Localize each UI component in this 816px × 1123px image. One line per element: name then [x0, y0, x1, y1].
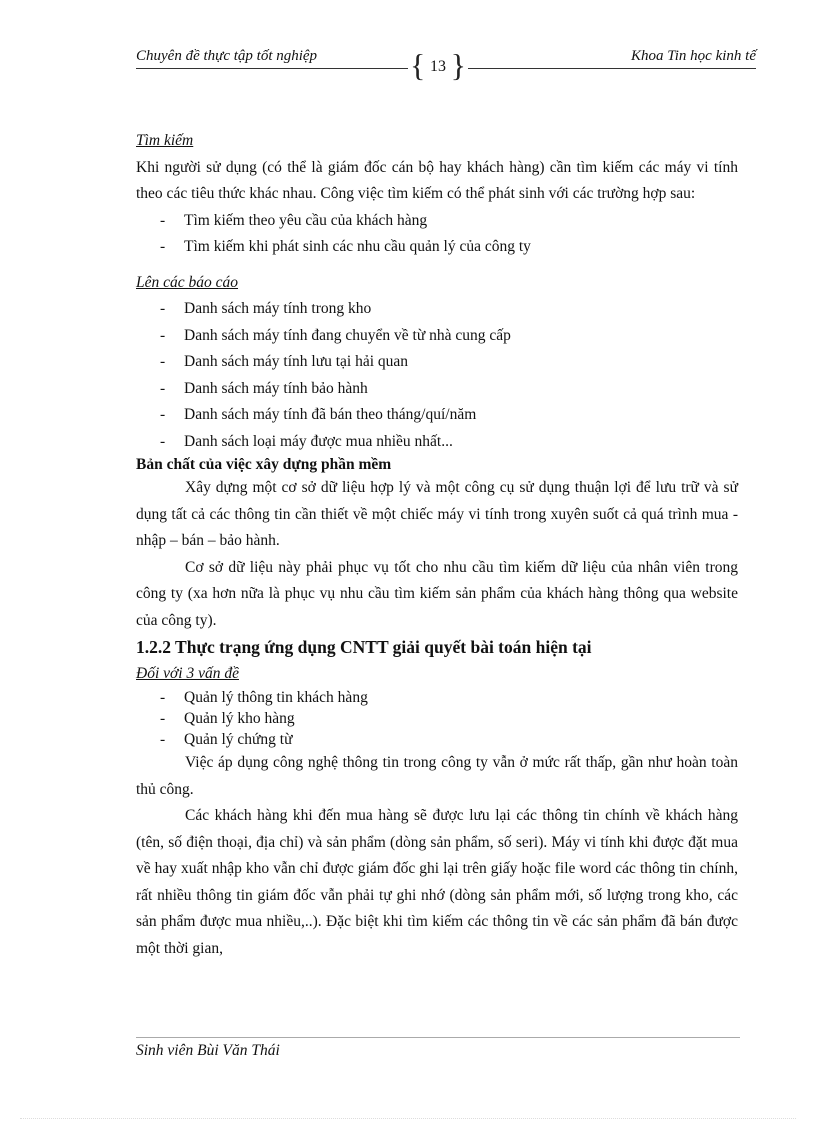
list-item: - Tìm kiếm theo yêu cầu của khách hàng — [136, 208, 738, 235]
footer-student-name: Sinh viên Bùi Văn Thái — [136, 1042, 280, 1059]
header-rule-right — [468, 68, 756, 69]
list-item: - Tìm kiếm khi phát sinh các nhu cầu quản lý của công ty — [136, 234, 738, 261]
list-item: - Danh sách máy tính lưu tại hải quan — [136, 349, 738, 376]
list-item: - Danh sách máy tính trong kho — [136, 296, 738, 323]
list-item: - Quản lý thông tin khách hàng — [136, 687, 738, 708]
list-item: - Danh sách máy tính đang chuyển về từ nhà cung cấp — [136, 323, 738, 350]
right-brace-icon: } — [450, 47, 466, 83]
header-left-title: Chuyên đề thực tập tốt nghiệp — [136, 48, 318, 64]
essence-paragraph-1: Xây dựng một cơ sở dữ liệu hợp lý và một công cụ sử dụng thuận lợi để lưu trữ và sử dụng tất cả các thông tin cần thiết về một chiếc máy vi tính trong xuyên suốt cả quá trình mua - nhập – bán – bảo hành. — [136, 479, 738, 549]
search-list — [136, 208, 738, 261]
section-paragraph-1: Việc áp dụng công nghệ thông tin trong công ty vẫn ở mức rất thấp, gần như hoàn toàn thủ công. — [136, 754, 738, 798]
page-bottom-divider — [20, 1118, 796, 1119]
reports-list — [136, 296, 738, 455]
list-item: - Quản lý chứng từ — [136, 729, 738, 750]
search-heading: Tìm kiếm — [136, 132, 194, 149]
reports-heading: Lên các báo cáo — [136, 273, 239, 291]
page-content — [136, 128, 738, 962]
header-rule-left — [136, 68, 408, 69]
page-number-box — [408, 47, 468, 83]
list-item: - Quản lý kho hàng — [136, 708, 738, 729]
essence-heading: Bản chất của việc xây dựng phần mềm — [136, 456, 392, 473]
header-right-title: Khoa Tin học kinh tế — [631, 48, 756, 64]
page-number: 13 — [430, 58, 446, 75]
list-item: - Danh sách máy tính bảo hành — [136, 376, 738, 403]
footer-rule — [136, 1037, 740, 1038]
search-paragraph: Khi người sử dụng (có thể là giám đốc cán bộ hay khách hàng) cần tìm kiếm các máy vi tính theo các tiêu thức khác nhau. Công việc tìm kiếm có thể phát sinh với các trường hợp sau: — [136, 158, 738, 202]
essence-paragraph-2: Cơ sở dữ liệu này phải phục vụ tốt cho nhu cầu tìm kiếm dữ liệu của nhân viên trong công ty (xa hơn nữa là phục vụ nhu cầu tìm kiếm sản phẩm của khách hàng thông qua website của công ty). — [136, 558, 738, 629]
section-paragraph-2: Các khách hàng khi đến mua hàng sẽ được lưu lại các thông tin chính về khách hàng (tên, số điện thoại, địa chỉ) và sản phẩm (dòng sản phẩm, số seri). Máy vi tính khi được đặt mua về hay xuất nhập kho vẫn chỉ được giám đốc ghi lại trên giấy hoặc file word các thông tin chính, rất nhiều thông tin giám đốc vẫn phải tự ghi nhớ (dòng sản phẩm mới, số lượng trong kho, các sản phẩm được mua nhiều,..). Đặc biệt khi tìm kiếm các thông tin về các sản phẩm đã bán được một thời gian, — [136, 807, 738, 957]
left-brace-icon: { — [410, 47, 426, 83]
section-list — [136, 687, 738, 750]
section-subheading: Đối với 3 vấn đề — [136, 664, 239, 682]
section-heading: 1.2.2 Thực trạng ứng dụng CNTT giải quyết bài toán hiện tại — [136, 637, 592, 657]
list-item: - Danh sách loại máy được mua nhiều nhất... — [136, 429, 738, 456]
list-item: - Danh sách máy tính đã bán theo tháng/quí/năm — [136, 402, 738, 429]
